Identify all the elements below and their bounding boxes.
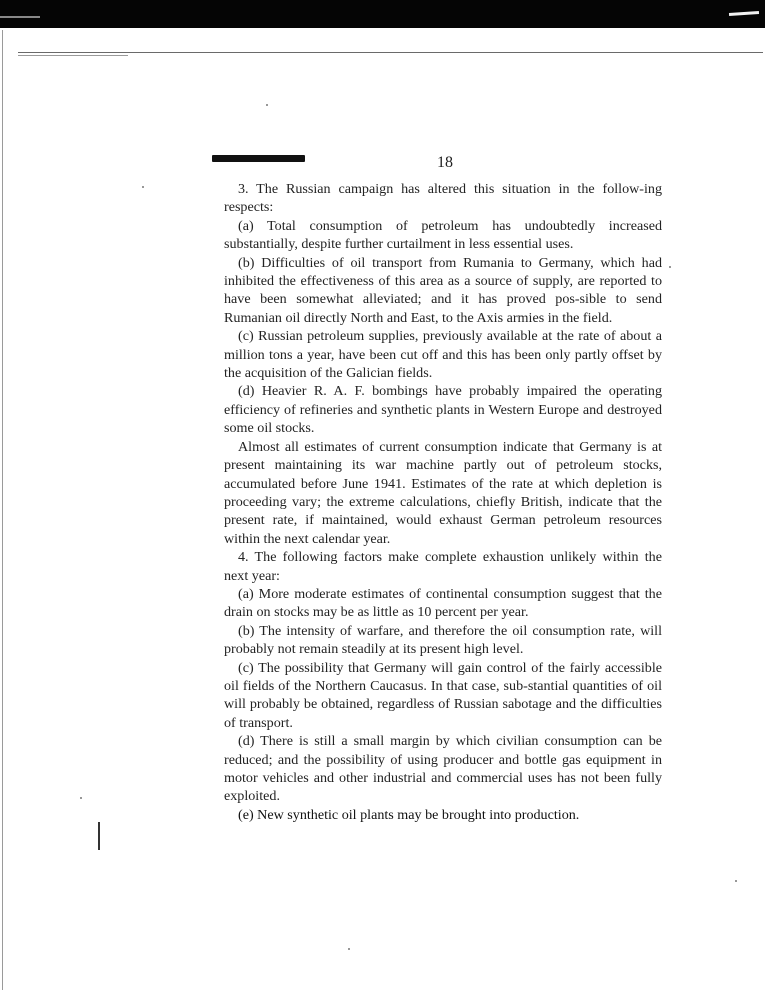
paragraph: (b) Difficulties of oil transport from Rumania to Germany, which had inhibited the effectiveness of this area as a source of supply, are reported to have been somewhat alleviated; and it has proved pos-sible to send Rumanian oil directly North and East, to the Axis armies in the field. [224, 254, 662, 326]
paragraph: Almost all estimates of current consumption indicate that Germany is at present maintaining its war machine partly out of petroleum stocks, accumulated before June 1941. Estimates of the rate at which depletion is proceeding vary; the extreme calculations, chiefly British, indicate that the present rate, if maintained, would exhaust German petroleum resources within the next calendar year. [224, 438, 662, 547]
scan-rule-line [18, 55, 128, 56]
scan-speck [348, 948, 350, 950]
paragraph: (c) Russian petroleum supplies, previously available at the rate of about a million tons a year, have been cut off and this has been only partly offset by the acquisition of the Galician fields. [224, 328, 662, 382]
paragraph: (a) More moderate estimates of continental consumption suggest that the drain on stocks may be as little as 10 percent per year. [224, 585, 662, 621]
page-number: 18 [437, 154, 453, 171]
redaction-bar [212, 155, 305, 162]
scan-page-edge [2, 30, 3, 990]
paragraph: (d) There is still a small margin by which civilian consumption can be reduced; and the possibility of using producer and bottle gas equipment in motor vehicles and other industrial and commercial uses has not been fully exploited. [224, 733, 662, 805]
paragraph: (e) New synthetic oil plants may be brought into production. [238, 806, 580, 823]
margin-pencil-mark [98, 822, 100, 850]
scan-top-border [0, 0, 765, 28]
scan-speck [266, 104, 268, 106]
scan-speck [142, 186, 144, 188]
paragraph: 3. The Russian campaign has altered this situation in the follow-ing respects: [224, 181, 662, 216]
paragraph: (b) The intensity of warfare, and therefore the oil consumption rate, will probably not remain steadily at its present high level. [224, 622, 662, 658]
document-body [224, 180, 662, 824]
paragraph: (a) Total consumption of petroleum has undoubtedly increased substantially, despite further curtailment in less essential uses. [224, 217, 662, 253]
scan-rule-line [18, 52, 763, 53]
scan-artifact [0, 16, 40, 18]
paragraph: 4. The following factors make complete exhaustion unlikely within the next year: [224, 549, 662, 584]
paragraph: (d) Heavier R. A. F. bombings have probably impaired the operating efficiency of refineries and synthetic plants in Western Europe and destroyed some oil stocks. [224, 383, 662, 437]
scan-artifact [729, 11, 759, 16]
paragraph: (c) The possibility that Germany will gain control of the fairly accessible oil fields of the Northern Caucasus. In that case, sub-stantial quantities of oil will probably be obtained, regardless of Russian sabotage and the difficulties of transport. [224, 659, 662, 731]
scan-speck [80, 797, 82, 799]
scan-speck [735, 880, 737, 882]
scan-speck [669, 266, 671, 268]
